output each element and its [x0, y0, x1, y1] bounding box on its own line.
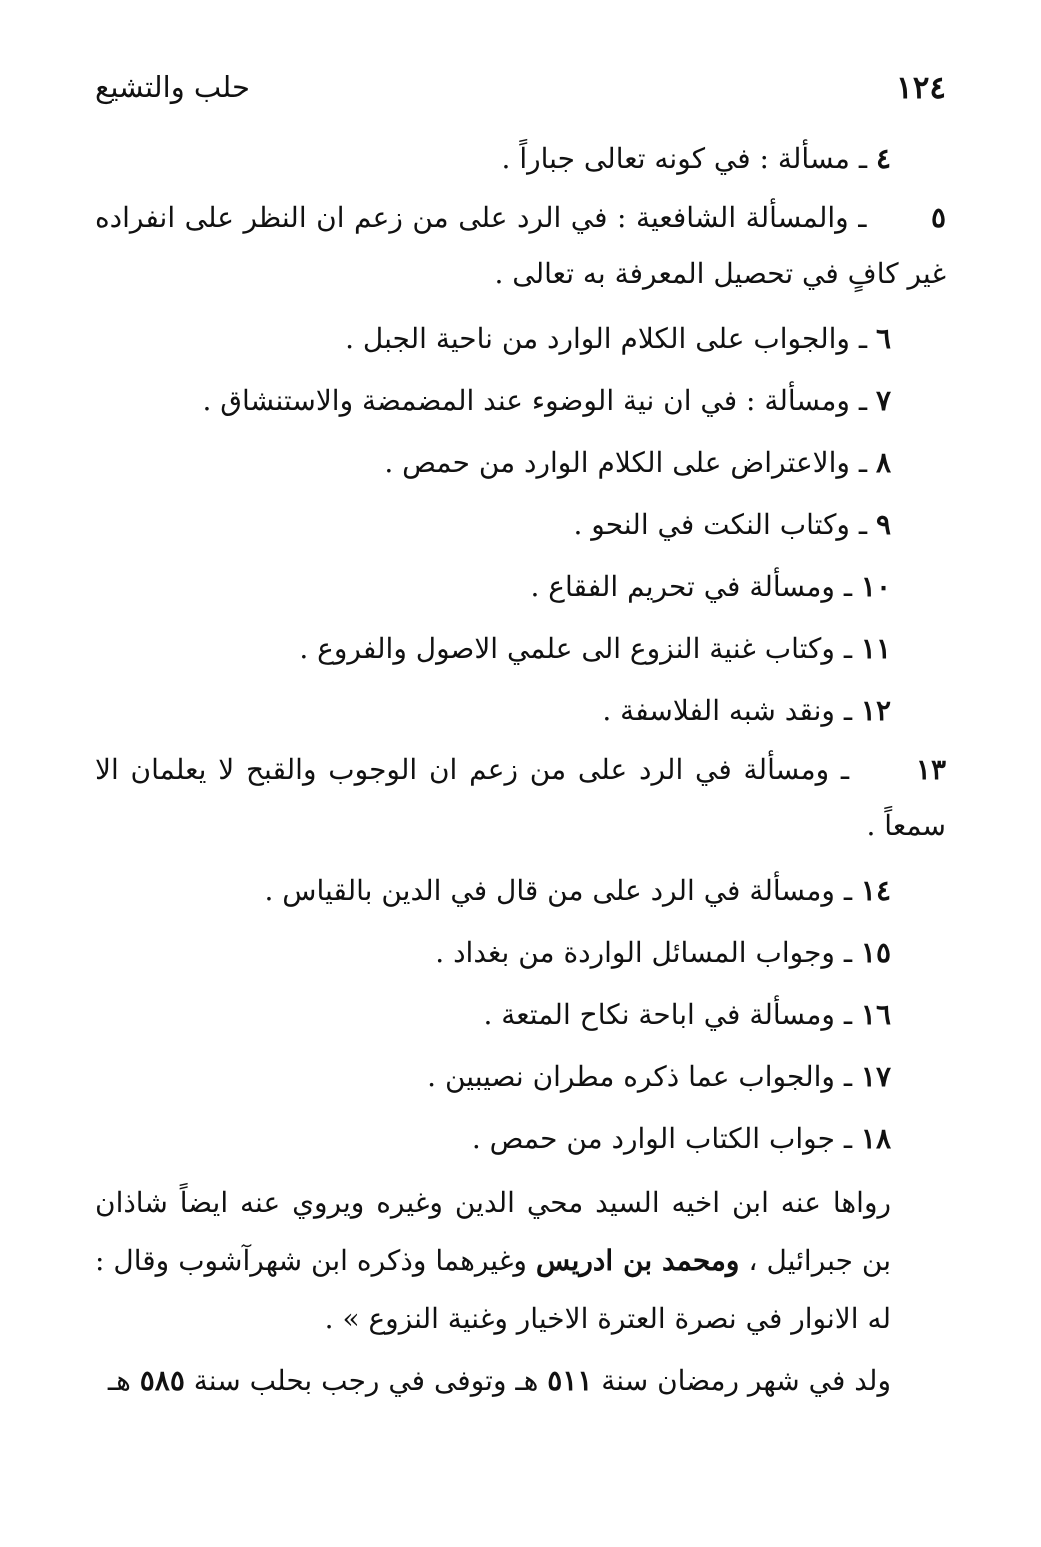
list-item: ١٣ ـ ومسألة في الرد على من زعم ان الوجوب والقبح لا يعلمان الا سمعاً . — [95, 753, 946, 842]
list-item: ١٤ ـ ومسألة في الرد على من قال في الدين بالقياس . — [264, 874, 891, 907]
list-item: ١٦ ـ ومسألة في اباحة نكاح المتعة . — [483, 998, 891, 1031]
running-title: حلب والتشيع — [95, 70, 250, 104]
list-item: ١٥ ـ وجواب المسائل الواردة من بغداد . — [435, 936, 891, 969]
list-item: ١٠ ـ ومسألة في تحريم الفقاع . — [530, 570, 891, 603]
list-item: ١٨ ـ جواب الكتاب الوارد من حمص . — [471, 1122, 891, 1155]
list-item: ٩ ـ وكتاب النكت في النحو . — [573, 508, 891, 541]
dates-line: ولد في شهر رمضان سنة ٥١١ هـ وتوفى في رجب بحلب سنة ٥٨٥ هـ — [107, 1364, 891, 1397]
list-item: ٦ ـ والجواب على الكلام الوارد من ناحية الجبل . — [345, 322, 891, 355]
page-number: ١٢٤ — [896, 70, 946, 106]
page-body — [95, 128, 946, 1410]
biography-paragraph: رواها عنه ابن اخيه السيد محي الدين وغيره ويروي عنه ايضاً شاذان بن جبرائيل ، ومحمد بن ادريس وغيرهما وذكره ابن شهرآشوب وقال : له الانوار في نصرة العترة الاخيار وغنية النزوع » . — [95, 1186, 892, 1335]
list-item: ١٧ ـ والجواب عما ذكره مطران نصيبين . — [427, 1060, 891, 1093]
list-item: ١١ ـ وكتاب غنية النزوع الى علمي الاصول والفروع . — [299, 632, 891, 665]
list-item: ٤ ـ مسألة : في كونه تعالى جباراً . — [501, 142, 891, 175]
list-item: ٥ ـ والمسألة الشافعية : في الرد على من زعم ان النظر على انفراده غير كافٍ في تحصيل المعرفة به تعالى . — [95, 201, 946, 290]
page-header — [95, 70, 946, 130]
list-item: ٧ ـ ومسألة : في ان نية الوضوء عند المضمضة والاستنشاق . — [202, 384, 891, 417]
list-item: ٨ ـ والاعتراض على الكلام الوارد من حمص . — [384, 446, 891, 479]
list-item: ١٢ ـ ونقد شبه الفلاسفة . — [602, 694, 891, 727]
